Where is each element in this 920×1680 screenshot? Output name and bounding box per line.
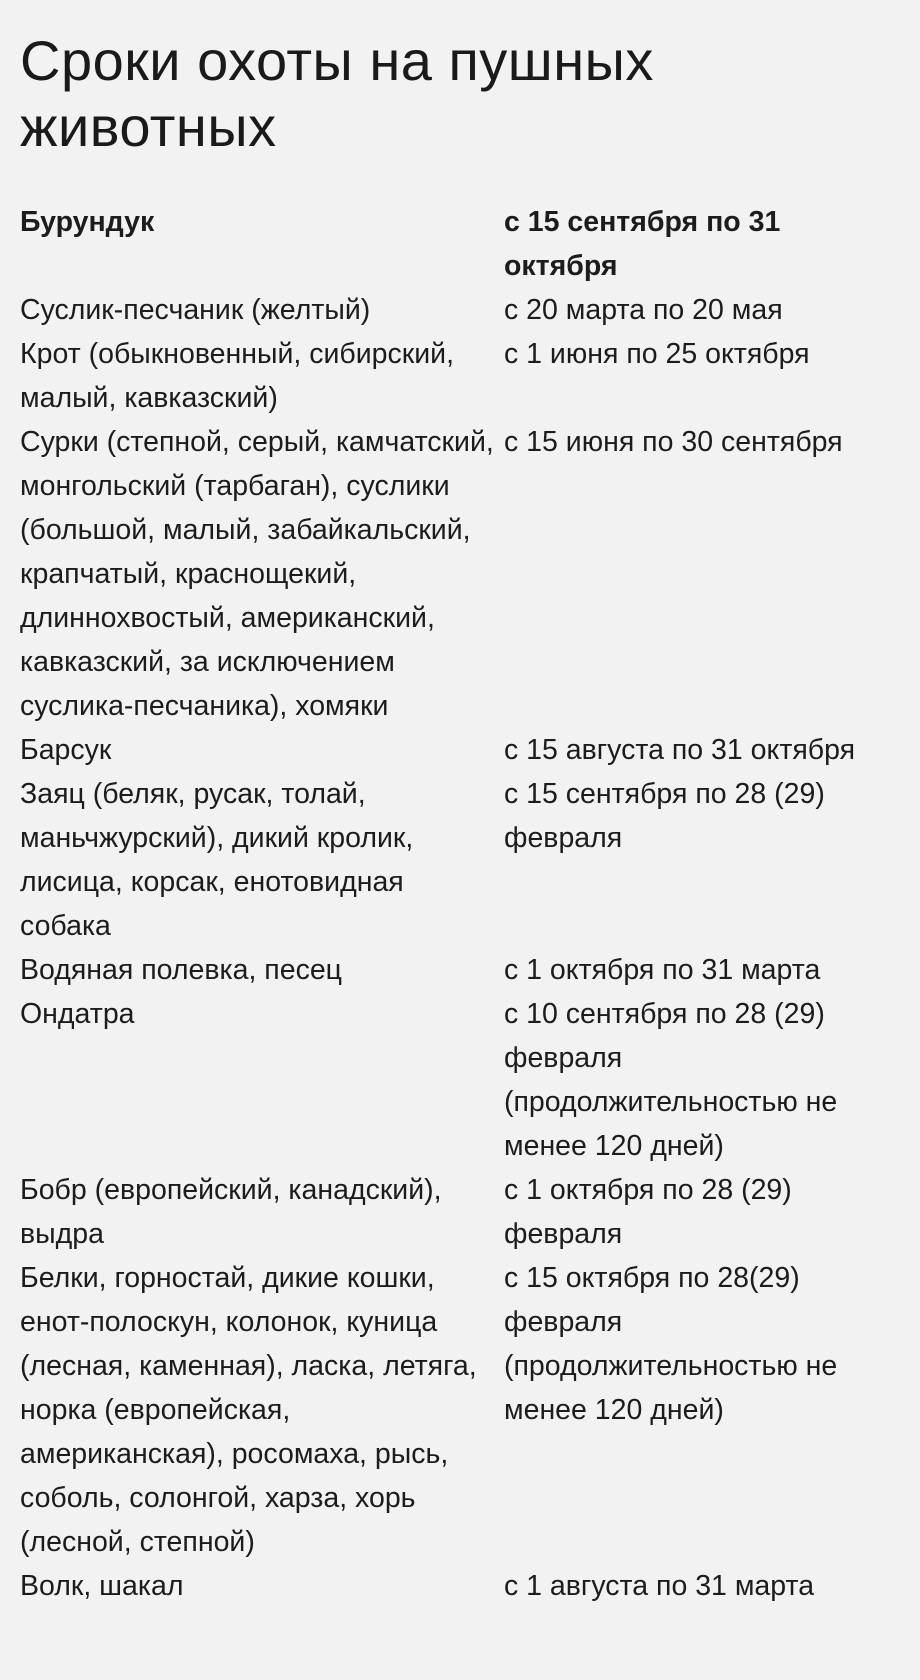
table-row-animal: Ондатра	[20, 998, 135, 1030]
table-row-period: с 15 августа по 31 октября	[504, 734, 856, 766]
table-row-animal: Волк, шакал	[20, 1570, 184, 1602]
table-row-animal: Суслик-песчаник (желтый)	[20, 294, 371, 326]
table-row-period: с 1 августа по 31 марта	[504, 1570, 815, 1602]
table-row-animal: Белки, горностай, дикие кошки, енот-полоскун, колонок, куница (лесная, каменная), ласка, летяга, норка (европейская, американская), росомаха, рысь, соболь, солонгой, харза, хорь (лесной, степной)	[20, 1262, 477, 1558]
table-row-animal: Барсук	[20, 734, 112, 766]
table-row-period: с 15 июня по 30 сентября	[504, 426, 843, 458]
table-row-period: с 10 сентября по 28 (29) февраля (продолжительностью не менее 120 дней)	[504, 998, 838, 1162]
table-row-animal: Сурки (степной, серый, камчатский, монгольский (тарбаган), суслики (большой, малый, забайкальский, крапчатый, краснощекий, длиннохвостый, американский, кавказский, за исключением суслика-песчаника), хомяки	[20, 426, 494, 722]
table-row-animal: Заяц (беляк, русак, толай, маньчжурский), дикий кролик, лисица, корсак, енотовидная собака	[20, 778, 414, 942]
hunting-periods-table	[20, 200, 900, 1608]
table-row-period: с 15 сентября по 31 октября	[504, 206, 781, 282]
table-row-animal: Бурундук	[20, 206, 155, 238]
page-title: Сроки охоты на пушных животных	[20, 29, 654, 158]
table-row-animal: Крот (обыкновенный, сибирский, малый, кавказский)	[20, 338, 454, 414]
table-row-period: с 1 октября по 28 (29) февраля	[504, 1174, 792, 1250]
article	[20, 28, 900, 1608]
table-row-period: с 15 сентября по 28 (29) февраля	[504, 778, 825, 854]
table-row-animal: Водяная полевка, песец	[20, 954, 343, 986]
table-row-animal: Бобр (европейский, канадский), выдра	[20, 1174, 442, 1250]
table-row-period: с 15 октября по 28(29) февраля (продолжительностью не менее 120 дней)	[504, 1262, 838, 1426]
table-row-period: с 20 марта по 20 мая	[504, 294, 783, 326]
table-row-period: с 1 июня по 25 октября	[504, 338, 810, 370]
table-row-period: с 1 октября по 31 марта	[504, 954, 821, 986]
